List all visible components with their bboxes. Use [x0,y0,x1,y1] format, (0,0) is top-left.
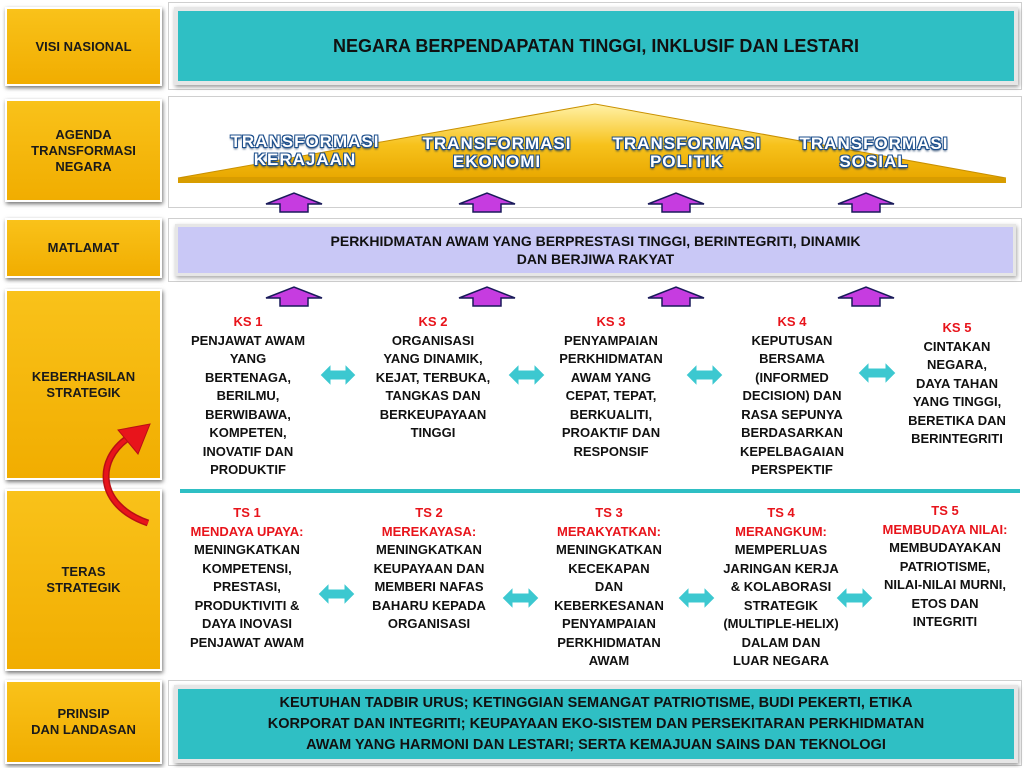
ks-5-line: BERETIKA DAN [908,412,1006,428]
ks-3-line: PERKHIDMATAN [559,351,663,366]
ks-2-line: TANGKAS DAN [385,388,481,403]
prinsip-line2: KORPORAT DAN INTEGRITI; KEUPAYAAN EKO-SISTEM DAN PERSEKITARAN PERKHIDMATAN [267,715,925,732]
ks-1-line: INOVATIF DAN [202,443,294,459]
ts-3-code: TS 3 [595,505,623,520]
ks-4-line: PERSPEKTIF [751,462,833,477]
ts-5-line: ETOS DAN [911,595,979,611]
ks-2-line: YANG DINAMIK, [383,351,483,366]
ts-1-code: TS 1 [233,505,261,520]
ts-1-line: PRODUKTIVITI & [194,597,300,613]
transformation-kerajaan-line2: KERAJAAN [253,150,357,169]
ks-4-line: KEPELBAGAIAN [739,443,844,459]
ks-5-line: CINTAKAN [923,338,991,354]
ts-4-line: LUAR NEGARA [732,653,830,668]
ks-4-line: BERSAMA [759,351,825,366]
ts-5-line: PATRIOTISME, [899,558,991,574]
ks-3-code: KS 3 [596,314,626,329]
prinsip-line3: AWAM YANG HARMONI DAN LESTARI; SERTA KEMAJUAN SAINS DAN TEKNOLOGI [306,736,886,753]
ks-4-line: KEPUTUSAN [751,332,833,348]
double-arrow-icon [678,587,715,609]
ks-2-line: TINGGI [410,425,456,440]
ts-4-line: JARINGAN KERJA [723,560,839,576]
double-arrow-icon [318,583,355,605]
ts-5-line: NILAI-NILAI MURNI, [883,577,1007,592]
ts-3-line: AWAM [588,653,630,668]
ks-4-code: KS 4 [777,314,807,329]
ts-3-title: MERAKYATKAN: [557,523,661,539]
ts-4-line: DALAM DAN [741,634,821,650]
ts-2-line: KEUPAYAAN DAN [373,560,485,576]
ts-1-line: PENJAWAT AWAM [189,634,305,650]
row-label-matlamat: MATLAMAT [5,218,162,278]
row-label-prinsip-line2: DAN LANDASAN [31,722,136,737]
ts-3-line: DAN [594,579,624,594]
ks-1-line: BERWIBAWA, [205,406,291,422]
double-arrow-icon [502,587,539,609]
ts-4-line: STRATEGIK [743,597,819,613]
ks-5-line: DAYA TAHAN [915,375,999,391]
ts-5-line: MEMBUDAYAKAN [889,540,1001,555]
ks-2-code: KS 2 [418,314,448,329]
ks-1-line: YANG [229,351,267,366]
ts-5-line: INTEGRITI [912,614,978,629]
row-label-keberhasilan: KEBERHASILAN STRATEGIK [5,289,162,480]
transformation-politik-line1: TRANSFORMASI [612,134,762,153]
ts-2-code: TS 2 [415,505,443,520]
ks-5-line: NEGARA, [927,357,987,372]
ks-2-line: KEJAT, TERBUKA, [375,369,491,385]
ts-3-line: KEBERKESANAN [554,597,664,613]
ks-4-line: (INFORMED [755,369,829,385]
ts-3-line: KECEKAPAN [568,560,650,576]
prinsip-banner [174,685,1018,763]
ks-5-line: BERINTEGRITI [911,431,1003,446]
double-arrow-icon [836,587,873,609]
ts-4-line: (MULTIPLE-HELIX) [723,616,839,631]
ks-3-line: AWAM YANG [570,369,652,385]
ks-4-line: BERDASARKAN [741,425,843,440]
ks-4-line: RASA SEPUNYA [741,406,843,422]
row-label-teras: TERAS STRATEGIK [5,489,162,671]
ts-5-title: MEMBUDAYA NILAI: [882,521,1008,537]
ks-2-line: BERKEUPAYAAN [379,406,487,422]
ks-3-line: BERKUALITI, [569,406,653,422]
matlamat-line2: DAN BERJIWA RAKYAT [516,251,675,267]
ks-1-line: BERTENAGA, [205,369,291,385]
ks-1-line: PENJAWAT AWAM [190,332,306,348]
ts-3-line: PENYAMPAIAN [562,616,656,631]
row-label-agenda: AGENDA TRANSFORMASI NEGARA [5,99,162,202]
row-label-prinsip-line1: PRINSIP [57,706,110,721]
vision-banner: NEGARA BERPENDAPATAN TINGGI, INKLUSIF DAN LESTARI [174,7,1018,85]
transformation-sosial-line2: SOSIAL [839,152,909,171]
transformation-kerajaan-line1: TRANSFORMASI [230,132,380,151]
ts-2-line: MENINGKATKAN [376,542,482,557]
ts-4-line: MEMPERLUAS [734,542,828,557]
ks-1-code: KS 1 [233,314,263,329]
prinsip-line1: KEUTUHAN TADBIR URUS; KETINGGIAN SEMANGAT PATRIOTISME, BUDI PEKERTI, ETIKA [279,694,913,711]
ks-3-line: PROAKTIF DAN [561,425,661,440]
ks-1-line: KOMPETEN, [209,425,287,440]
transformation-politik-line2: POLITIK [649,152,725,171]
ts-2-line: BAHARU KEPADA [372,597,486,613]
ts-1-title: MENDAYA UPAYA: [190,523,304,539]
ts-4-title: MERANGKUM: [735,523,827,539]
ts-2-title: MEREKAYASA: [381,523,477,539]
ts-5-code: TS 5 [931,503,959,518]
ts-1-line: MENINGKATKAN [194,542,300,557]
ts-4-line: & KOLABORASI [730,579,832,594]
transformation-ekonomi-line2: EKONOMI [452,152,542,171]
ts-3-line: PERKHIDMATAN [557,634,661,650]
transformation-ekonomi-line1: TRANSFORMASI [422,134,572,153]
ts-1-line: KOMPETENSI, [202,560,292,576]
ts-1-line: DAYA INOVASI [201,616,293,631]
ts-1-line: PRESTASI, [213,579,281,594]
ts-3-line: MENINGKATKAN [556,542,662,557]
ts-2-line: ORGANISASI [387,616,471,631]
ts-4-code: TS 4 [767,505,795,520]
ks-3-line: RESPONSIF [573,443,649,459]
ks-3-line: CEPAT, TEPAT, [565,388,657,403]
matlamat-line1: PERKHIDMATAN AWAM YANG BERPRESTASI TINGGI, BERINTEGRITI, DINAMIK [330,233,861,249]
ks-1-line: PRODUKTIF [210,462,286,477]
ts-2-line: MEMBERI NAFAS [374,579,484,594]
ks-5-code: KS 5 [942,320,972,335]
ks-4-line: DECISION) DAN [742,388,842,403]
ks-3-line: PENYAMPAIAN [564,332,658,348]
ks-1-line: BERILMU, [216,388,280,403]
transformation-sosial-line1: TRANSFORMASI [799,134,949,153]
ks-2-line: ORGANISASI [391,332,475,348]
ks-5-line: YANG TINGGI, [912,394,1002,409]
row-label-visi: VISI NASIONAL [5,7,162,86]
